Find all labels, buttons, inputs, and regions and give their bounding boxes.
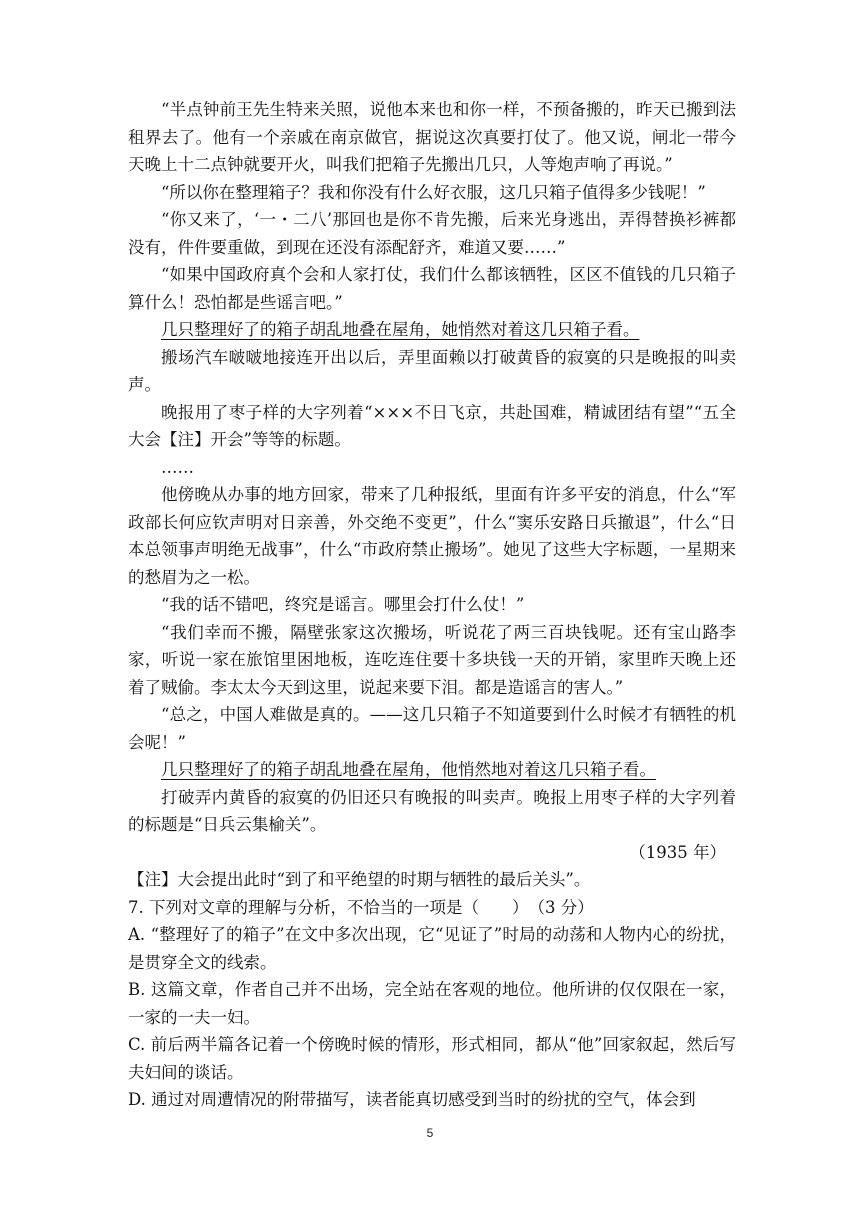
paragraph: 晚报用了枣子样的大字列着“×××不日飞京，共赴国难，精诚团结有望”“五全大会【注】开会”等等的标题。 [128,402,736,449]
paragraph: “总之，中国人难做是真的。——这几只箱子不知道要到什么时候才有牺牲的机会呢！” [128,705,736,752]
underlined-paragraph [128,756,736,784]
paragraph: 搬场汽车啵啵地接连开出以后，弄里面赖以打破黄昏的寂寞的只是晚报的叫卖声。 [128,347,736,394]
page-number: 5 [426,1126,434,1140]
paragraph: 打破弄内黄昏的寂寞的仍旧还只有晚报的叫卖声。晚报上用枣子样的大字列着的标题是“日兵云集榆关”。 [128,787,736,834]
paragraph: “我的话不错吧，终究是谣言。哪里会打什么仗！” [161,595,525,614]
paragraph: “半点钟前王先生特来关照，说他本来也和你一样，不预备搬的，昨天已搬到法租界去了。他有一个亲戚在南京做官，据说这次真要打仗了。他又说，闸北一带今天晚上十二点钟就要开火，叫我们把箱子先搬出几只，人等炮声响了再说。” [128,100,736,174]
underlined-sentence: 几只整理好了的箱子胡乱地叠在屋角，他悄然地对着这几只箱子看。 [161,760,656,779]
paragraph: “如果中国政府真个会和人家打仗，我们什么都该牺牲，区区不值钱的几只箱子算什么！恐怕都是些谣言吧。” [128,265,736,312]
paragraph: “所以你在整理箱子？我和你没有什么好衣服，这几只箱子值得多少钱呢！” [161,182,706,202]
paragraph: “你又来了，‘一・二八’那回也是你不肯先搬，后来光身逃出，弄得替换衫裤都没有，件件要重做，到现在还没有添配舒齐，难道又要……” [128,210,736,257]
option-d: D. 通过对周遭情况的附带描写，读者能真切感受到当时的纷扰的空气，体会到 [128,1090,696,1109]
option-b: B. 这篇文章，作者自己并不出场，完全站在客观的地位。他所讲的仅仅限在一家，一家的一夫一妇。 [128,980,736,1027]
option-a: A. “整理好了的箱子”在文中多次出现，它“见证了”时局的动荡和人物内心的纷扰，是贯穿全文的线索。 [128,925,736,972]
document-body [128,96,736,1114]
question-stem: 7. 下列对文章的理解与分析，不恰当的一项是（ ） （3 分） [128,897,594,917]
paragraph: 他傍晚从办事的地方回家，带来了几种报纸，里面有许多平安的消息，什么“军政部长何应钦声明对日亲善，外交绝不变更”，什么“窦乐安路日兵撤退”，什么“日本总领事声明绝无战事”，什么“市政府禁止搬场”。她见了这些大字标题，一星期来的愁眉为之一松。 [128,485,736,587]
publication-year: （1935 年） [629,842,726,862]
underlined-paragraph [128,316,736,344]
option-c: C. 前后两半篇各记着一个傍晚时候的情形，形式相同，都从“他”回家叙起，然后写夫妇间的谈话。 [128,1035,736,1082]
paragraph: “我们幸而不搬，隔壁张家这次搬场，听说花了两三百块钱呢。还有宝山路李家，听说一家在旅馆里困地板，连吃连住要十多块钱一天的开销，家里昨天晚上还着了贼偷。李太太今天到这里，说起来要下泪。都是造谣言的害人。” [128,622,736,697]
underlined-sentence: 几只整理好了的箱子胡乱地叠在屋角，她悄然对着这几只箱子看。 [161,320,640,339]
ellipsis: …… [161,457,194,477]
footnote: 【注】大会提出此时“到了和平绝望的时期与牺牲的最后关头”。 [128,870,591,889]
